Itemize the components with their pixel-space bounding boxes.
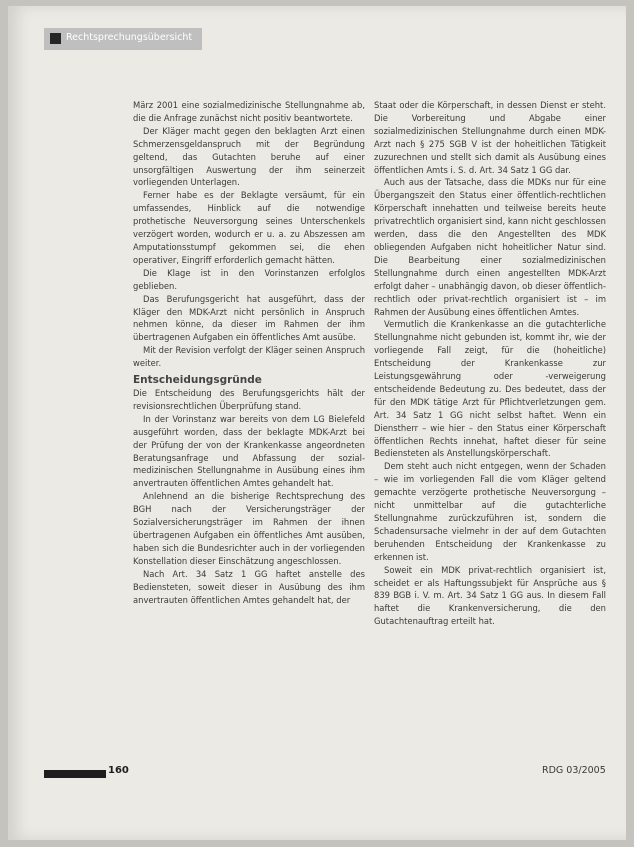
journal-reference: RDG 03/2005 <box>542 765 606 776</box>
section-header <box>44 28 202 50</box>
paragraph: Nach Art. 34 Satz 1 GG haftet anstelle des Bediensteten, soweit dieser in Ausübung des ihm anvertrauten öffentlichen Amtes gehandelt hat, der <box>133 568 365 605</box>
paragraph: Mit der Revision verfolgt der Kläger seinen Anspruch weiter. <box>133 345 365 369</box>
paragraph: Auch aus der Tatsache, dass die MDKs nur für eine Übergangszeit den Status einer öffentlich-rechtlichen Körperschaft innehatten und teilweise bereits heute privatrechtlich organisiert sind, kann nicht geschlossen werden, dass die den Angestellten des MDK obliegenden Aufgaben nicht hoheitlicher Natur sind. Die Bearbeitung einer sozialmedizinischen Stellungnahme durch einen angestellten MDK-Arzt erfolgt daher – unabhängig davon, ob dieser öffentlich-rechtlich oder privat-rechtlich organisiert ist – im Rahmen der Ausübung eines öffentlichen Amtes. <box>374 177 606 317</box>
paragraph: Anlehnend an die bisherige Rechtsprechung des BGH nach der Versicherungsträger der Sozialversicherungsträger im Rahmen der ihnen übertragenen Aufgaben ein öffentliches Amt ausüben, haben sich die Bundesrichter auch in der vorliegenden Konstellation dieser Einschätzung angeschlossen. <box>133 491 365 566</box>
paragraph: Das Berufungsgericht hat ausgeführt, dass der Kläger den MDK-Arzt nicht persönlich in Anspruch nehmen könne, da dieser im Rahmen der ihm übertragenen Aufgaben ein öffentliches Amt ausübe. <box>133 293 365 343</box>
paragraph: Staat oder die Körperschaft, in dessen Dienst er steht. Die Vorbereitung und Abgabe einer sozialmedizinischen Stellungnahme durch einen MDK-Arzt nach § 275 SGB V ist der hoheitlichen Tätigkeit zuzurechnen und stellt sich damit als Ausübung eines öffentlichen Amts i. S. d. Art. 34 Satz 1 GG dar. <box>374 100 606 175</box>
paragraph: Die Entscheidung des Berufungsgerichts hält der revisionsrechtlichen Überprüfung stand. <box>133 388 365 411</box>
page-number: 160 <box>108 765 129 776</box>
document-page <box>8 6 626 840</box>
paragraph: Vermutlich die Krankenkasse an die gutachterliche Stellungnahme nicht gebunden ist, kommt ihr, wie der vorliegende Fall zeigt, für die (hoheitliche) Entscheidung der Krankenkasse zur Leistungsgewährung oder -verweigerung entscheidende Bedeutung zu. Des bedeutet, dass der für den MDK tätige Arzt für Pflichtverletzungen gem. Art. 34 Satz 1 GG nicht selbst haftet. Wenn ein Dienstherr – wie hier – den Status einer Körperschaft öffentlichen Rechts innehat, haftet dieser für seine Bediensteten als Anstellungskörperschaft. <box>374 319 606 459</box>
paragraph: Dem steht auch nicht entgegen, wenn der Schaden – wie im vorliegenden Fall die vom Kläger geltend gemachte verzögerte prothetische Neuversorgung – nicht unmittelbar auf die gutachterliche Stellungnahme zurückzuführen ist, sondern die Schadensursache vielmehr in der auf dem Gutachten beruhenden Entscheidung der Krankenkasse zu erkennen ist. <box>374 461 606 562</box>
section-label: Rechtsprechungsübersicht <box>66 32 193 43</box>
section-heading: Entscheidungsgründe <box>133 374 262 387</box>
footer-bar <box>44 770 106 778</box>
paragraph: Der Kläger macht gegen den beklagten Arzt einen Schmerzensgeldanspruch mit der Begründung geltend, das Gutachten beruhe auf einer unsorgfältigen Auswertung der ihm seinerzeit vorliegenden Unterlagen. <box>133 125 365 188</box>
paragraph: März 2001 eine sozialmedizinische Stellungnahme ab, die die Anfrage zunächst nicht positiv beantwortete. <box>133 100 365 123</box>
paragraph: Die Klage ist in den Vorinstanzen erfolglos geblieben. <box>133 267 365 291</box>
section-marker-square <box>50 33 61 44</box>
left-column <box>133 99 365 606</box>
right-column <box>374 99 606 628</box>
paragraph: In der Vorinstanz war bereits von dem LG Bielefeld ausgeführt worden, dass der beklagte MDK-Arzt bei der Prüfung der von der Krankenkasse angeordneten Beratungsanfrage und Abfassung der sozial-medizinischen Stellungnahme in Ausübung eines ihm anvertrauten öffentlichen Amtes gehandelt hat. <box>133 413 365 489</box>
paragraph: Soweit ein MDK privat-rechtlich organisiert ist, scheidet er als Haftungssubjekt für Ansprüche aus § 839 BGB i. V. m. Art. 34 Satz 1 GG aus. In diesem Fall haftet die Krankenversicherung, die den Gutachtenauftrag erteilt hat. <box>374 564 606 627</box>
paragraph: Ferner habe es der Beklagte versäumt, für ein umfassendes, Hinblick auf die notwendige prothetische Neuversorgung seines Unterschenkels verzögert worden, wodurch er u. a. zu Abszessen am Amputationsstumpf gekommen sei, die ehen operativer, Eingriff erforderlich gemacht hätten. <box>133 190 365 265</box>
